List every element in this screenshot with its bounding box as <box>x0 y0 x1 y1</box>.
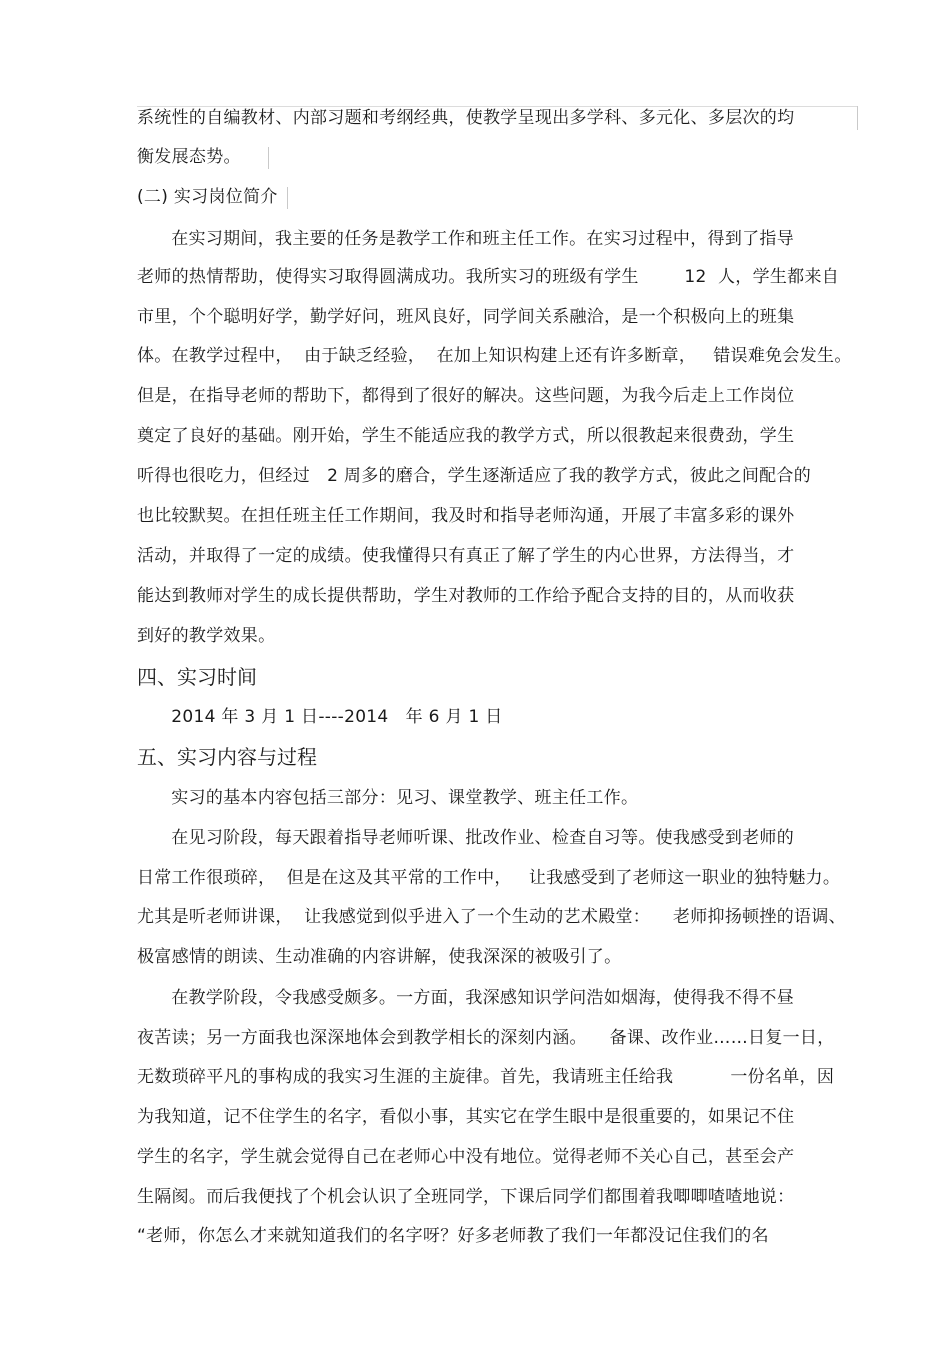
paragraph-line: 在教学阶段，令我感受颇多。一方面，我深感知识学问浩如烟海，使得我不得不昼 <box>137 988 795 1008</box>
border-line <box>857 106 858 130</box>
paragraph-line: 无数琐碎平凡的事构成的我实习生涯的主旋律。首先，我请班主任给我 一份名单，因 <box>137 1067 835 1087</box>
paragraph-line: 也比较默契。在担任班主任工作期间，我及时和指导老师沟通，开展了丰富多彩的课外 <box>137 506 795 526</box>
paragraph-line: 日常工作很琐碎， 但是在这及其平常的工作中， 让我感受到了老师这一职业的独特魅力。 <box>137 868 841 888</box>
paragraph-line: 但是，在指导老师的帮助下，都得到了很好的解决。这些问题，为我今后走上工作岗位 <box>137 386 795 406</box>
paragraph-line: 学生的名字，学生就会觉得自己在老师心中没有地位。觉得老师不关心自己，甚至会产 <box>137 1147 795 1167</box>
paragraph-line: 为我知道，记不住学生的名字，看似小事，其实它在学生眼中是很重要的，如果记不住 <box>137 1107 795 1127</box>
section-subheading: (二) 实习岗位简介 <box>137 187 278 207</box>
paragraph-line: 实习的基本内容包括三部分：见习、课堂教学、班主任工作。 <box>137 788 639 808</box>
border-line <box>268 147 269 169</box>
paragraph-line: “老师，你怎么才来就知道我们的名字呀？好多老师教了我们一年都没记住我们的名 <box>137 1226 769 1246</box>
paragraph-line: 系统性的自编教材、内部习题和考纲经典，使教学呈现出多学科、多元化、多层次的均 <box>137 108 795 128</box>
paragraph-line: 到好的教学效果。 <box>137 626 276 646</box>
section-heading: 五、实习内容与过程 <box>137 745 317 769</box>
border-line <box>287 187 288 209</box>
paragraph-line: 在实习期间，我主要的任务是教学工作和班主任工作。在实习过程中，得到了指导 <box>137 229 795 249</box>
section-heading: 四、实习时间 <box>137 665 257 689</box>
paragraph-line: 奠定了良好的基础。刚开始，学生不能适应我的教学方式，所以很教起来很费劲，学生 <box>137 426 795 446</box>
paragraph-line: 活动，并取得了一定的成绩。使我懂得只有真正了解了学生的内心世界，方法得当，才 <box>137 546 795 566</box>
paragraph-line: 夜苦读；另一方面我也深深地体会到教学相长的深刻内涵。 备课、改作业……日复一日， <box>137 1028 835 1048</box>
paragraph-line: 体。在教学过程中， 由于缺乏经验， 在加上知识构建上还有许多断章， 错误难免会发生。 <box>137 346 852 366</box>
paragraph-line: 市里，个个聪明好学，勤学好问，班风良好，同学间关系融洽，是一个积极向上的班集 <box>137 307 795 327</box>
paragraph-line: 老师的热情帮助，使得实习取得圆满成功。我所实习的班级有学生 12 人，学生都来自 <box>137 267 840 287</box>
paragraph-line: 能达到教师对学生的成长提供帮助，学生对教师的工作给予配合支持的目的，从而收获 <box>137 586 795 606</box>
paragraph-line: 衡发展态势。 <box>137 147 241 167</box>
paragraph-line: 尤其是听老师讲课， 让我感觉到似乎进入了一个生动的艺术殿堂： 老师抑扬顿挫的语调、 <box>137 907 846 927</box>
paragraph-line: 极富感情的朗读、生动准确的内容讲解，使我深深的被吸引了。 <box>137 947 622 967</box>
date-range: 2014 年 3 月 1 日----2014 年 6 月 1 日 <box>137 707 503 727</box>
paragraph-line: 生隔阂。而后我便找了个机会认识了全班同学，下课后同学们都围着我唧唧喳喳地说： <box>137 1187 795 1207</box>
paragraph-line: 听得也很吃力，但经过 2 周多的磨合，学生逐渐适应了我的教学方式，彼此之间配合的 <box>137 466 812 486</box>
paragraph-line: 在见习阶段，每天跟着指导老师听课、批改作业、检查自习等。使我感受到老师的 <box>137 828 795 848</box>
